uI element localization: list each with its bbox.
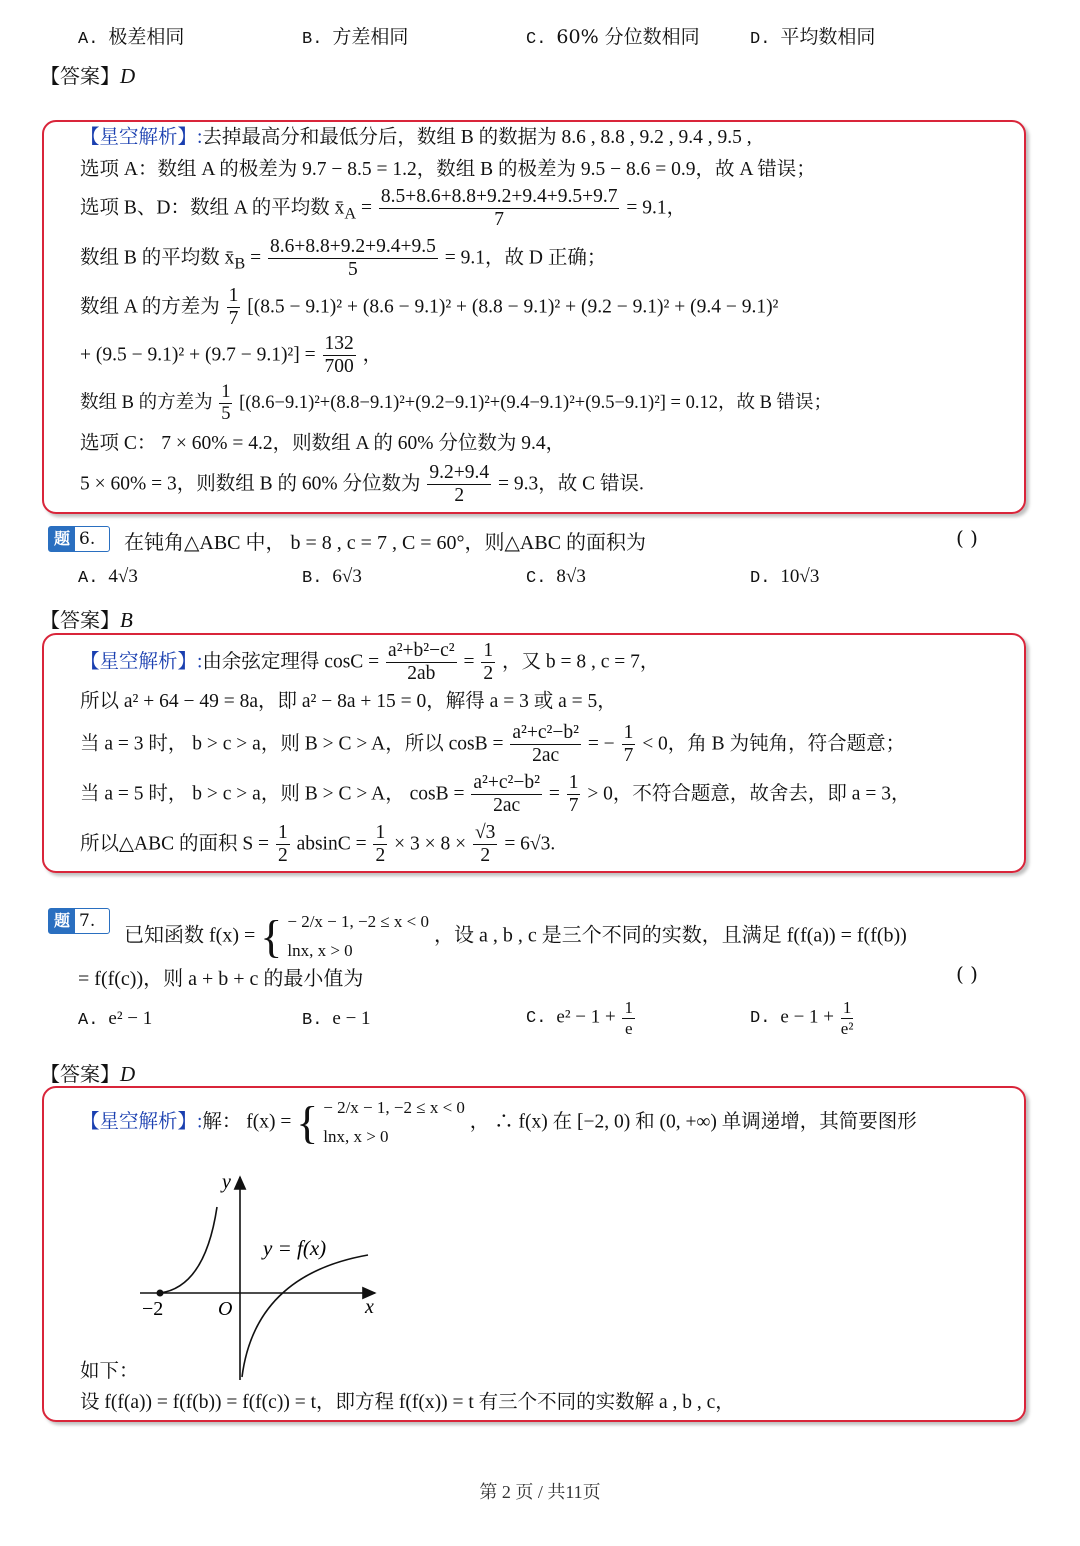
curve-right-branch	[242, 1255, 368, 1377]
q5-analysis-line-2: 选项 A：数组 A 的极差为 9.7 − 8.5 = 1.2，数组 B 的极差为 9.5 − 8.6 = 0.9，故 A 错误；	[80, 159, 816, 180]
q5-option-d: D. 平均数相同	[750, 26, 876, 49]
curve-left-branch	[160, 1207, 217, 1293]
point-neg2	[157, 1290, 164, 1297]
neg2-label: −2	[142, 1298, 164, 1320]
q6-answer: 【答案】B	[40, 608, 133, 632]
q7-analysis-line-2: 如下：	[80, 1361, 139, 1382]
x-axis-label: x	[365, 1296, 374, 1318]
q6-answer-paren: ( )	[956, 526, 978, 550]
q6-analysis-line-1: 【星空解析】:由余弦定理得 cosC = $\frac{\text{a²+b²−c²}}{2ab}$ = $\frac{1}{2}$ ，又 b = 8 , c = 7，	[80, 640, 660, 685]
q5-analysis-line-3: 选项 B、D：数组 A 的平均数 $x̄_A$ = $\frac{8.5+8.6+8.8+9.2+9.4+9.5+9.7}{7}$ = 9.1，	[80, 186, 687, 231]
q5-answer: 【答案】D	[40, 64, 136, 88]
q5-analysis-line-1: 【星空解析】:去掉最高分和最低分后，数组 B 的数据为 8.6 , 8.8 , 9.2 , 9.4 , 9.5 ,	[80, 127, 752, 148]
q6-option-a: A. 4√3	[78, 566, 138, 588]
q6-analysis-line-4: 当 a = 5 时， b > c > a，则 B > C > A， cosB = $\frac{\text{a²+c²−b²}}{2ac}$ = $\frac{1}{7}$ > 0，不符合题意，故舍去，即 a = 3，	[80, 772, 911, 817]
q7-answer: 【答案】D	[40, 1062, 136, 1086]
q7-option-a: A. e² − 1	[78, 1008, 153, 1030]
q5-analysis-line-6: + (9.5 − 9.1)² + (9.7 − 9.1)²] = $\frac{132}{700}$ ，	[80, 333, 383, 378]
q7-option-c: C. e² − 1 + $\frac{1}{e}$	[526, 998, 633, 1038]
q6-number-badge: 题 6.	[48, 526, 110, 552]
q5-analysis-line-8: 选项 C： 7 × 60% = 4.2，则数组 A 的 60% 分位数为 9.4，	[80, 433, 566, 454]
q7-analysis-line-3: 设 f(f(a)) = f(f(b)) = f(f(c)) = t，即方程 f(f(x)) = t 有三个不同的实数解 a , b , c，	[80, 1392, 735, 1413]
q5-option-b: B. 方差相同	[302, 26, 409, 49]
q6-analysis-line-5: 所以△ABC 的面积 S = $\frac{1}{2}$ absinC = $\frac{1}{2}$ × 3 × 8 × $\frac{√3}{2}$ = 6√3.	[80, 822, 556, 867]
q5-analysis-line-7: 数组 B 的方差为 $\frac{1}{5}$ [(8.6−9.1)²+(8.8−9.1)²+(9.2−9.1)²+(9.4−9.1)²+(9.5−9.1)²] = 0.12，故 B 错误；	[80, 382, 833, 425]
curve-label: y = f(x)	[263, 1236, 327, 1260]
q6-analysis-line-3: 当 a = 3 时， b > c > a，则 B > C > A，所以 cosB = $\frac{\text{a²+c²−b²}}{2ac}$ = − $\frac{1}{7}$ < 0，角 B 为钝角，符合题意；	[80, 722, 906, 767]
y-axis-label: y	[222, 1171, 231, 1193]
q7-question-line-2: = f(f(c))，则 a + b + c 的最小值为	[78, 968, 364, 990]
q7-option-b: B. e − 1	[302, 1008, 371, 1030]
q6-option-c: C. 8√3	[526, 566, 586, 588]
q7-option-d: D. e − 1 + $\frac{1}{\text{e²}}$	[750, 998, 854, 1038]
q7-question-line-1: 已知函数 f(x) = { − 2/x − 1, −2 ≤ x < 0 lnx, x > 0 ，设 a , b , c 是三个不同的实数，且满足 f(f(a)) = f(f(b))	[124, 910, 907, 962]
q7-analysis-line-1: 【星空解析】:解： f(x) = { − 2/x − 1, −2 ≤ x < 0 lnx, x > 0 ， ∴ f(x) 在 [−2, 0) 和 (0, +∞) 单调递增，其简要图形	[80, 1096, 917, 1148]
q5-option-a: A. 极差相同	[78, 26, 185, 49]
function-graph	[120, 1165, 400, 1390]
q6-analysis-line-2: 所以 a² + 64 − 49 = 8a，即 a² − 8a + 15 = 0，解得 a = 3 或 a = 5，	[80, 691, 617, 712]
q6-option-d: D. 10√3	[750, 566, 820, 588]
q6-question: 在钝角△ABC 中， b = 8 , c = 7 , C = 60°，则△ABC 的面积为	[124, 532, 647, 554]
q5-option-c: C. 60% 分位数相同	[526, 26, 700, 49]
q5-analysis-line-4: 数组 B 的平均数 $x̄_B$ = $\frac{8.6+8.8+9.2+9.4+9.5}{5}$ = 9.1，故 D 正确；	[80, 236, 607, 281]
q5-analysis-line-5: 数组 A 的方差为 $\frac{1}{7}$ [(8.5 − 9.1)² + (8.6 − 9.1)² + (8.8 − 9.1)² + (9.2 − 9.1)² + (9.4 − 9.1)²	[80, 285, 779, 330]
origin-label: O	[218, 1298, 233, 1320]
q7-number-badge: 题 7.	[48, 908, 110, 934]
q5-analysis-line-9: 5 × 60% = 3，则数组 B 的 60% 分位数为 $\frac{9.2+9.4}{2}$ = 9.3，故 C 错误.	[80, 462, 644, 507]
q6-option-b: B. 6√3	[302, 566, 362, 588]
q7-answer-paren: ( )	[956, 962, 978, 986]
page-footer: 第 2 页 / 共11页	[479, 1482, 601, 1502]
